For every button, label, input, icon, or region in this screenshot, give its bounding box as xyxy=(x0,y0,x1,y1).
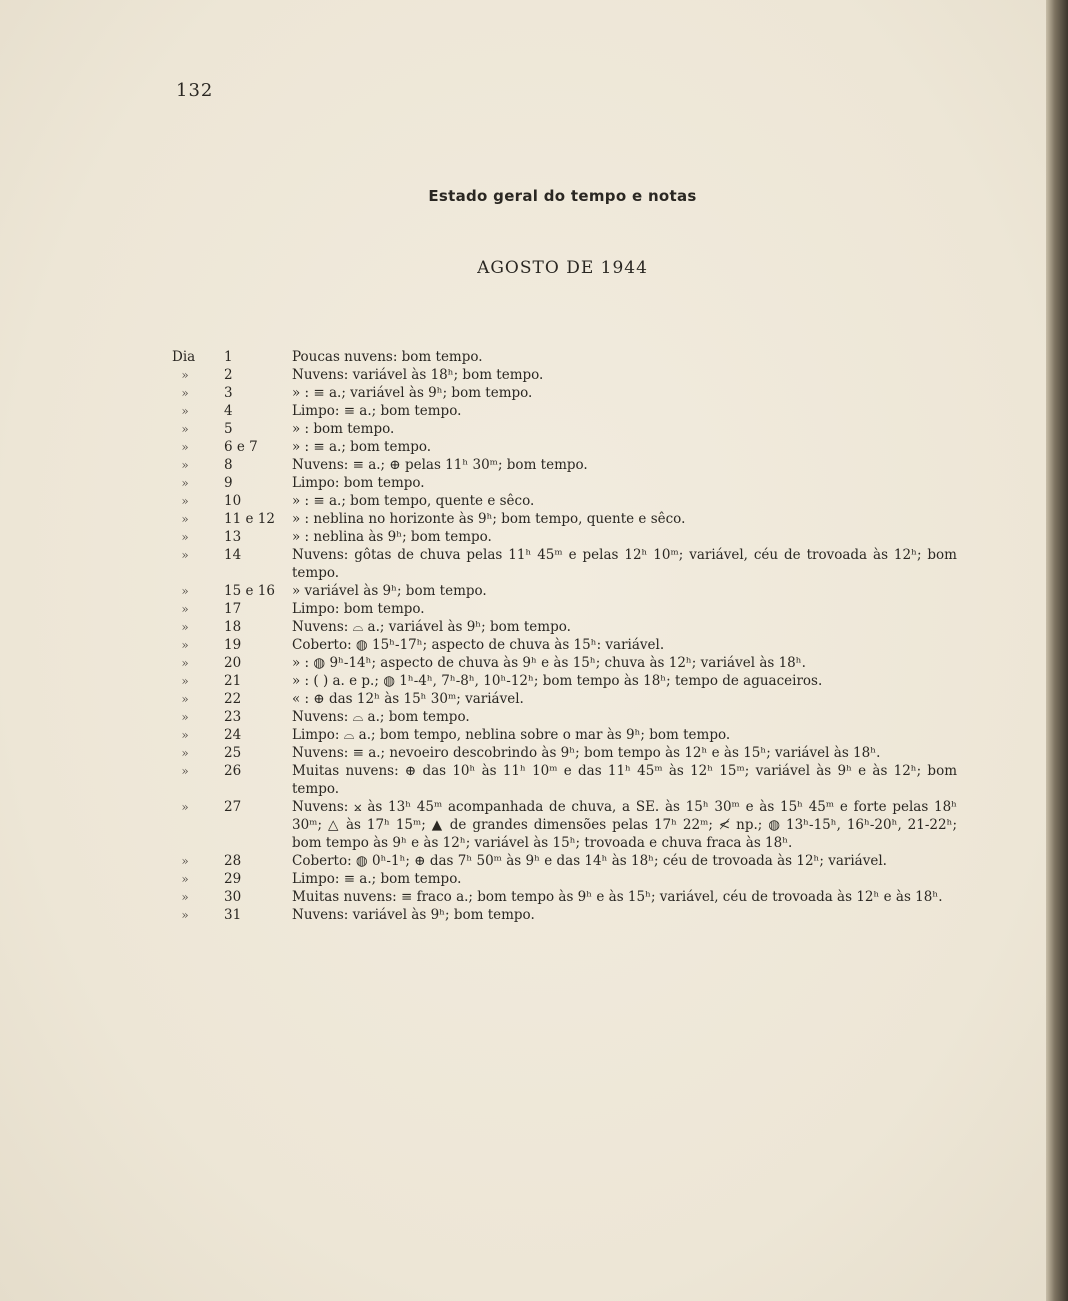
entry-day: 29 xyxy=(224,871,242,887)
entry-row xyxy=(0,654,1068,672)
entry-text: Nuvens: gôtas de chuva pelas 11ʰ 45ᵐ e pelas 12ʰ 10ᵐ; variável, céu de trovoada às 12ʰ; bom tempo. xyxy=(292,547,957,581)
entry-text: » : bom tempo. xyxy=(292,421,395,437)
entry-row xyxy=(0,870,1068,888)
entry-day: 2 xyxy=(224,367,233,383)
entry-day: 23 xyxy=(224,709,242,725)
ditto-mark: » xyxy=(181,476,189,490)
entry-day: 25 xyxy=(224,745,242,761)
entry-text: Muitas nuvens: ⊕ das 10ʰ às 11ʰ 10ᵐ e das 11ʰ 45ᵐ às 12ʰ 15ᵐ; variável às 9ʰ e às 12ʰ; bom tempo. xyxy=(292,763,957,797)
ditto-mark: » xyxy=(181,386,189,400)
entry-text: » variável às 9ʰ; bom tempo. xyxy=(292,583,487,599)
entry-row xyxy=(0,420,1068,438)
entry-day: 3 xyxy=(224,385,233,401)
entry-text: » : ◍ 9ʰ-14ʰ; aspecto de chuva às 9ʰ e às 15ʰ; chuva às 12ʰ; variável às 18ʰ. xyxy=(292,655,806,671)
entry-row xyxy=(0,366,1068,384)
entry-day: 24 xyxy=(224,727,242,743)
entry-day: 21 xyxy=(224,673,242,689)
ditto-mark: » xyxy=(181,404,189,418)
page-title: Estado geral do tempo e notas xyxy=(428,187,697,205)
entry-row xyxy=(0,546,1068,582)
ditto-mark: » xyxy=(181,710,189,724)
ditto-mark: » xyxy=(181,908,189,922)
entry-row xyxy=(0,618,1068,636)
entry-row xyxy=(0,582,1068,600)
ditto-mark: » xyxy=(181,584,189,598)
entry-day: 26 xyxy=(224,763,242,779)
entry-row xyxy=(0,888,1068,906)
entry-text: Limpo: ≡ a.; bom tempo. xyxy=(292,403,462,419)
entry-day: 18 xyxy=(224,619,242,635)
page-subtitle: AGOSTO DE 1944 xyxy=(477,258,648,278)
entry-text: Coberto: ◍ 0ʰ-1ʰ; ⊕ das 7ʰ 50ᵐ às 9ʰ e das 14ʰ às 18ʰ; céu de trovoada às 12ʰ; variável. xyxy=(292,853,887,869)
entry-day: 17 xyxy=(224,601,242,617)
entry-day: 9 xyxy=(224,475,233,491)
entry-text: » : neblina às 9ʰ; bom tempo. xyxy=(292,529,492,545)
ditto-mark: » xyxy=(181,440,189,454)
entry-text: Nuvens: ⌓ a.; variável às 9ʰ; bom tempo. xyxy=(292,619,571,635)
entry-text: » : ≡ a.; bom tempo. xyxy=(292,439,432,455)
entry-text: Nuvens: variável às 9ʰ; bom tempo. xyxy=(292,907,535,923)
entry-text: Poucas nuvens: bom tempo. xyxy=(292,349,483,365)
entry-row xyxy=(0,600,1068,618)
ditto-mark: » xyxy=(181,620,189,634)
entry-day: 1 xyxy=(224,349,233,365)
ditto-mark: » xyxy=(181,656,189,670)
ditto-mark: » xyxy=(181,548,189,562)
entry-text: » : neblina no horizonte às 9ʰ; bom tempo, quente e sêco. xyxy=(292,511,686,527)
entry-text: Limpo: ⌓ a.; bom tempo, neblina sobre o mar às 9ʰ; bom tempo. xyxy=(292,727,731,743)
ditto-mark: » xyxy=(181,638,189,652)
entry-text: Nuvens: variável às 18ʰ; bom tempo. xyxy=(292,367,544,383)
entry-row xyxy=(0,438,1068,456)
entry-text: Nuvens: ≡ a.; ⊕ pelas 11ʰ 30ᵐ; bom tempo. xyxy=(292,457,588,473)
entry-day: 31 xyxy=(224,907,242,923)
entry-text: « : ⊕ das 12ʰ às 15ʰ 30ᵐ; variável. xyxy=(292,691,524,707)
entry-row xyxy=(0,798,1068,852)
ditto-mark: » xyxy=(181,458,189,472)
entry-text: Coberto: ◍ 15ʰ-17ʰ; aspecto de chuva às 15ʰ: variável. xyxy=(292,637,665,653)
entry-text: Nuvens: ⌓ a.; bom tempo. xyxy=(292,709,470,725)
page-number: 132 xyxy=(176,80,214,101)
entry-day: 28 xyxy=(224,853,242,869)
entry-day: 15 e 16 xyxy=(224,583,275,599)
entry-row xyxy=(0,384,1068,402)
entry-row xyxy=(0,528,1068,546)
entry-text: Nuvens: ≡ a.; nevoeiro descobrindo às 9ʰ; bom tempo às 12ʰ e às 15ʰ; variável às 18ʰ. xyxy=(292,745,881,761)
ditto-mark: » xyxy=(181,494,189,508)
entry-day: 5 xyxy=(224,421,233,437)
entry-row xyxy=(0,510,1068,528)
ditto-mark: » xyxy=(181,512,189,526)
entry-row xyxy=(0,474,1068,492)
entry-text: Muitas nuvens: ≡ fraco a.; bom tempo às 9ʰ e às 15ʰ; variável, céu de trovoada às 12ʰ e às 18ʰ. xyxy=(292,889,943,905)
entry-row xyxy=(0,492,1068,510)
entry-day: 10 xyxy=(224,493,242,509)
entry-text: Limpo: bom tempo. xyxy=(292,475,425,491)
ditto-mark: » xyxy=(181,800,189,814)
ditto-mark: » xyxy=(181,728,189,742)
ditto-mark: » xyxy=(181,602,189,616)
entry-text: Limpo: ≡ a.; bom tempo. xyxy=(292,871,462,887)
ditto-mark: » xyxy=(181,890,189,904)
dia-label: Dia xyxy=(172,349,196,365)
entry-day: 6 e 7 xyxy=(224,439,258,455)
entry-text: Limpo: bom tempo. xyxy=(292,601,425,617)
entry-row xyxy=(0,852,1068,870)
ditto-mark: » xyxy=(181,422,189,436)
entry-day: 20 xyxy=(224,655,242,671)
entry-row xyxy=(0,906,1068,924)
entry-day: 8 xyxy=(224,457,233,473)
ditto-mark: » xyxy=(181,674,189,688)
entry-day: 30 xyxy=(224,889,242,905)
ditto-mark: » xyxy=(181,746,189,760)
ditto-mark: » xyxy=(181,530,189,544)
entry-day: 14 xyxy=(224,547,242,563)
entry-row xyxy=(0,744,1068,762)
ditto-mark: » xyxy=(181,872,189,886)
entry-day: 19 xyxy=(224,637,242,653)
entry-row xyxy=(0,672,1068,690)
entry-text: » : ≡ a.; variável às 9ʰ; bom tempo. xyxy=(292,385,533,401)
entry-day: 11 e 12 xyxy=(224,511,275,527)
entry-row xyxy=(0,726,1068,744)
entry-row xyxy=(0,762,1068,798)
entry-row xyxy=(0,456,1068,474)
ditto-mark: » xyxy=(181,764,189,778)
entry-day: 4 xyxy=(224,403,233,419)
entry-text: Nuvens: ⨲ às 13ʰ 45ᵐ acompanhada de chuva, a SE. às 15ʰ 30ᵐ e às 15ʰ 45ᵐ e forte pelas 18ʰ 30ᵐ; △ às 17ʰ 15ᵐ; ▲ de grandes dimensões pelas 17ʰ 22ᵐ; ≮ np.; ◍ 13ʰ-15ʰ, 16ʰ-20ʰ, 21-22ʰ; bom tempo às 9ʰ e às 12ʰ; variável às 15ʰ; trovoada e chuva fraca às 18ʰ. xyxy=(292,799,957,851)
entry-row xyxy=(0,636,1068,654)
entry-day: 27 xyxy=(224,799,242,815)
entry-day: 13 xyxy=(224,529,242,545)
entry-text: » : ≡ a.; bom tempo, quente e sêco. xyxy=(292,493,535,509)
entry-row xyxy=(0,402,1068,420)
entry-row xyxy=(0,690,1068,708)
entry-day: 22 xyxy=(224,691,242,707)
entries-list xyxy=(0,348,1068,924)
entry-text: » : ( ) a. e p.; ◍ 1ʰ-4ʰ, 7ʰ-8ʰ, 10ʰ-12ʰ; bom tempo às 18ʰ; tempo de aguaceiros. xyxy=(292,673,823,689)
ditto-mark: » xyxy=(181,368,189,382)
ditto-mark: » xyxy=(181,854,189,868)
ditto-mark: » xyxy=(181,692,189,706)
entry-row xyxy=(0,348,1068,366)
entry-row xyxy=(0,708,1068,726)
